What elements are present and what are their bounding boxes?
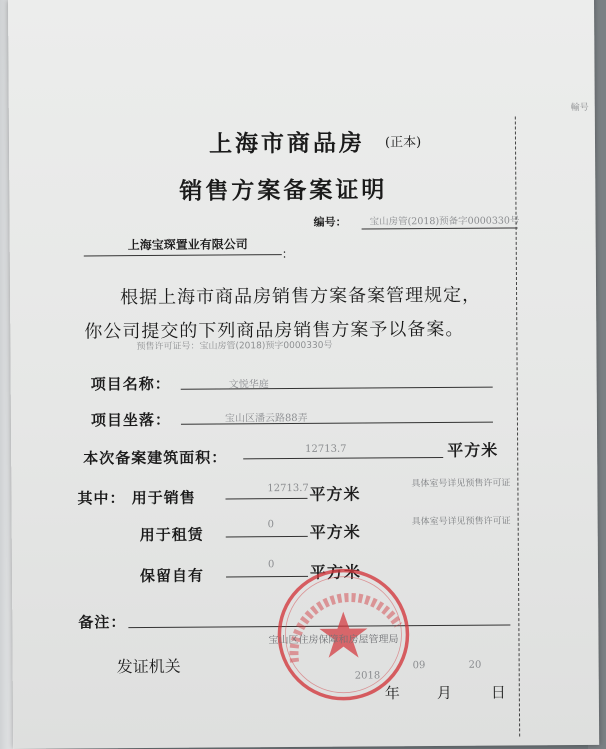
sale-underline [225, 498, 307, 500]
edition-mark: (正本) [384, 135, 422, 151]
issuer-label: 发证机关 [116, 656, 181, 677]
company-underline [84, 254, 282, 256]
body-line-1: 根据上海市商品房销售方案备案管理规定， [120, 284, 482, 309]
perforation-line [515, 116, 520, 736]
rent-unit: 平方米 [309, 522, 361, 542]
issue-month: 09 [412, 660, 426, 672]
number-underline [362, 227, 518, 229]
project-name-label: 项目名称： [90, 374, 171, 394]
month-char: 月 [436, 683, 452, 703]
rent-value: 0 [267, 519, 275, 531]
body-line-2: 你公司提交的下列商品房销售方案予以备案。 [84, 318, 465, 343]
area-underline [243, 457, 443, 459]
year-char: 年 [384, 684, 400, 703]
top-right-mark: 輸号 [570, 102, 589, 114]
area-unit: 平方米 [447, 440, 499, 460]
rent-note: 具体室号详见预售许可证 [411, 516, 511, 528]
project-location-value: 宝山区潘云路88弄 [224, 412, 308, 425]
rent-underline [226, 536, 308, 538]
project-location-label: 项目坐落： [90, 410, 172, 430]
issue-year: 2018 [354, 670, 381, 682]
area-label: 本次备案建筑面积： [83, 448, 228, 468]
number-label: 编号： [313, 215, 347, 229]
number-value: 宝山房管(2018)预备字0000330号 [369, 215, 520, 228]
sale-value: 12713.7 [267, 482, 309, 495]
area-value: 12713.7 [305, 443, 347, 455]
remarks-label: 备注： [78, 613, 127, 632]
issue-day: 20 [468, 659, 482, 671]
reserved-label: 保留自有 [139, 566, 205, 586]
sale-note: 具体室号详见预售许可证 [411, 478, 511, 490]
day-char: 日 [490, 683, 506, 702]
company-name: 上海宝琛置业有限公司 [127, 237, 248, 253]
permit-number: 预售许可证号：宝山房管(2018)预字0000330号 [136, 340, 333, 353]
title-line-2: 销售方案备案证明 [179, 176, 388, 205]
reserved-value: 0 [267, 559, 275, 571]
reserved-unit: 平方米 [309, 562, 362, 582]
certificate-document [8, 0, 599, 749]
title-line-1: 上海市商品房 [208, 129, 366, 158]
project-name-value: 文悦华庭 [228, 379, 269, 391]
issuing-bureau: 宝山区住房保障和房屋管理局 [268, 634, 399, 647]
company-suffix: ： [281, 247, 294, 262]
sale-unit: 平方米 [309, 484, 361, 504]
project-name-underline [181, 387, 493, 390]
rent-label: 用于租赁 [139, 525, 204, 545]
sale-label: 其中： 用于销售 [77, 488, 196, 508]
